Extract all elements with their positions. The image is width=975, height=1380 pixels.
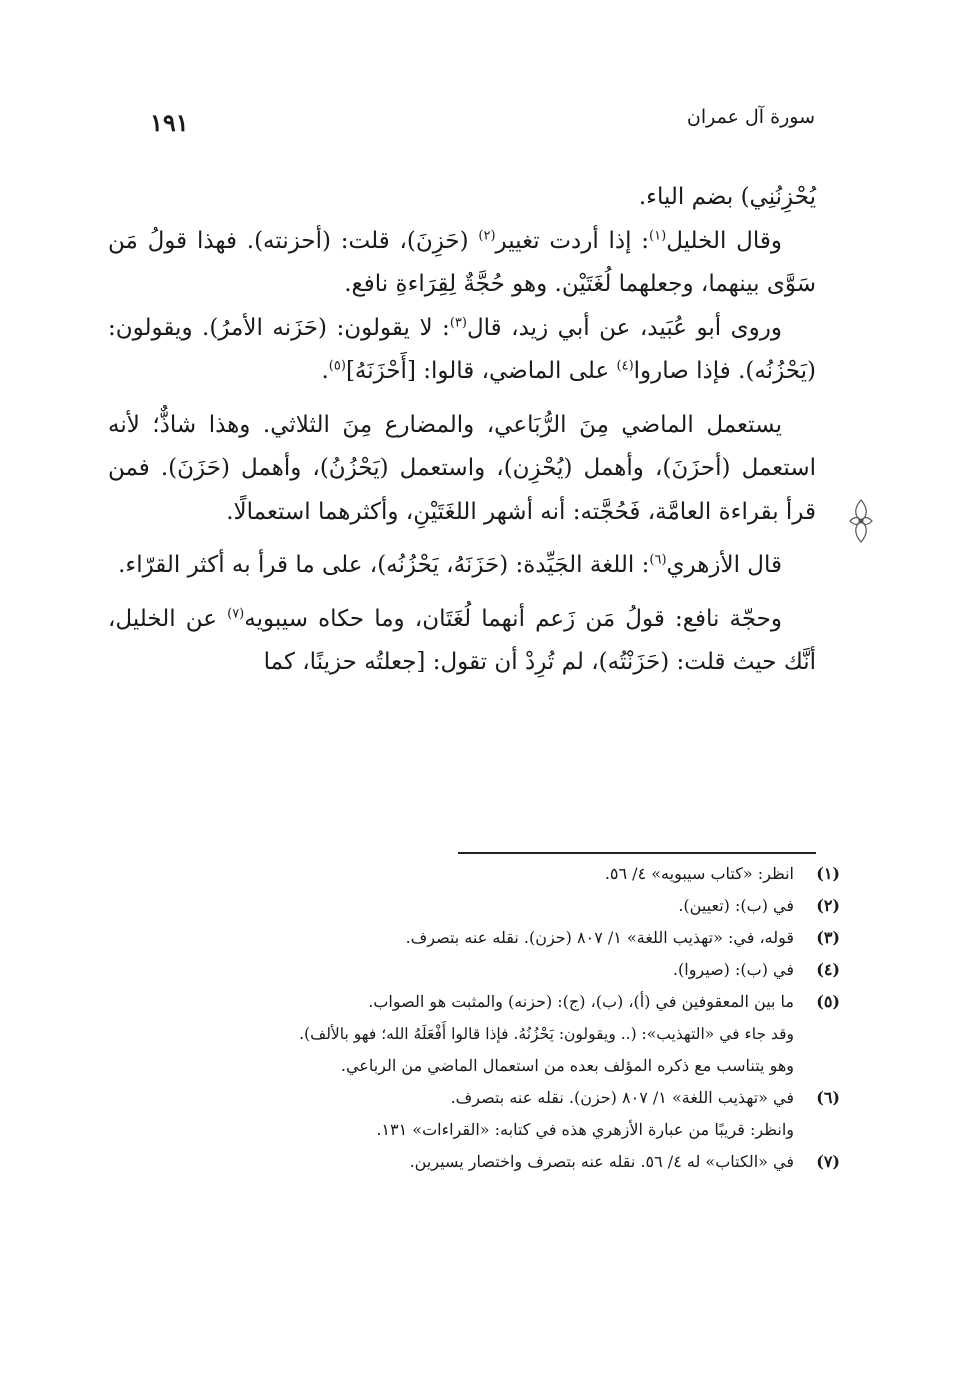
footnote — [150, 1146, 840, 1178]
footnote-number: (٤) — [816, 960, 840, 979]
main-text — [108, 176, 816, 685]
footnote-marker[interactable]: (١) — [649, 227, 667, 243]
footnote-text: انظر: «كتاب سيبويه» ٤/ ٥٦. — [604, 864, 794, 883]
footnote-number: (١) — [816, 864, 840, 883]
footnote-text: وهو يتناسب مع ذكره المؤلف بعده من استعمال الماضي من الرباعي. — [340, 1056, 794, 1075]
text-paragraph: يُحْزِنُنِي) بضم الياء. — [638, 184, 816, 210]
footnote-separator — [458, 852, 816, 854]
footnote-text: قوله، في: «تهذيب اللغة» ١/ ٨٠٧ (حزن). نقله عنه بتصرف. — [405, 928, 794, 947]
footnote-number: (٥) — [816, 992, 840, 1011]
footnote-text: في (ب): (تعيين). — [678, 896, 794, 915]
text-paragraph: وقال الخليل$^{(١)}$: إذا أردت تغيير$^{(٢)}$ (حَزِنَ)، قلت: (أحزنته). فهذا قولُ مَن سَوَّى بينهما، وجعلهما لُغَتَيْن. وهو حُجَّةٌ لِقِرَاءةِ نافع. — [108, 227, 816, 297]
fleuron-ornament-icon — [848, 498, 874, 544]
page-number: ١٩١ — [150, 108, 189, 137]
footnote-number: (٧) — [816, 1152, 840, 1171]
footnote-marker[interactable]: (٣) — [449, 314, 467, 330]
footnote-text: في «الكتاب» له ٤/ ٥٦. نقله عنه بتصرف واختصار يسيرين. — [409, 1152, 794, 1171]
footnote-marker[interactable]: (٤) — [616, 358, 634, 374]
text-paragraph: وروى أبو عُبَيد، عن أبي زيد، قال$^{(٣)}$: لا يقولون: (حَزَنه الأمرُ). ويقولون: (يَحْزُنُه). فإذا صاروا$^{(٤)}$ على الماضي، قالوا: [أَحْزَنَهُ]$^{(٥)}$. — [108, 314, 816, 384]
text-paragraph: يستعمل الماضي مِنَ الرُّبَاعي، والمضارع مِنَ الثلاثي. وهذا شاذٌّ؛ لأنه استعمل (أحزَنَ)، وأهمل (يُحْزِن)، واستعمل (يَحْزُنُ)، وأهمل (حَزَنَ). فمن قرأ بقراءة العامَّة، فَحُجَّته: أنه أشهر اللغَتَيْنِ، وأكثرهما استعمالًا. — [108, 411, 816, 525]
footnote-marker[interactable]: (٥) — [328, 358, 346, 374]
footnote-number: (٦) — [816, 1088, 840, 1107]
footnote-text: في (ب): (صيروا). — [672, 960, 794, 979]
page-header — [150, 100, 815, 140]
footnote-marker[interactable]: (٢) — [478, 227, 496, 243]
footnote-text: في «تهذيب اللغة» ١/ ٨٠٧ (حزن). نقله عنه بتصرف. — [450, 1088, 794, 1107]
footnote — [150, 954, 840, 986]
text-paragraph: وحجّة نافع: قولُ مَن زَعم أنهما لُغَتَان، وما حكاه سيبويه$^{(٧)}$ عن الخليل، أنَّك حيث قلت: (حَزَنْتُه)، لم تُرِدْ أن تقول: [جعلتُه حزينًا، كما — [108, 605, 816, 675]
footnote-marker[interactable]: (٦) — [649, 552, 667, 568]
footnotes — [150, 858, 840, 1178]
footnote — [150, 1082, 840, 1146]
footnote-number: (٢) — [816, 896, 840, 915]
footnote — [150, 858, 840, 890]
footnote — [150, 890, 840, 922]
footnote-text: وانظر: قريبًا من عبارة الأزهري هذه في كتابه: «القراءات» ١٣١. — [376, 1120, 794, 1139]
footnote — [150, 986, 840, 1082]
text-paragraph: قال الأزهري$^{(٦)}$: اللغة الجَيِّدة: (حَزَنَهُ، يَحْزُنُه)، على ما قرأ به أكثر القرّاء. — [118, 552, 782, 578]
footnote — [150, 922, 840, 954]
footnote-number: (٣) — [816, 928, 840, 947]
running-title: سورة آل عمران — [686, 106, 815, 128]
footnote-marker[interactable]: (٧) — [227, 605, 245, 621]
footnote-text: وقد جاء في «التهذيب»: (.. ويقولون: يَحْزُنُهُ. فإذا قالوا أَفْعَلَهُ الله؛ فهو بالألف). — [299, 1025, 794, 1043]
footnote-text: ما بين المعقوفين في (أ)، (ب)، (ج): (حزنه) والمثبت هو الصواب. — [368, 992, 794, 1011]
